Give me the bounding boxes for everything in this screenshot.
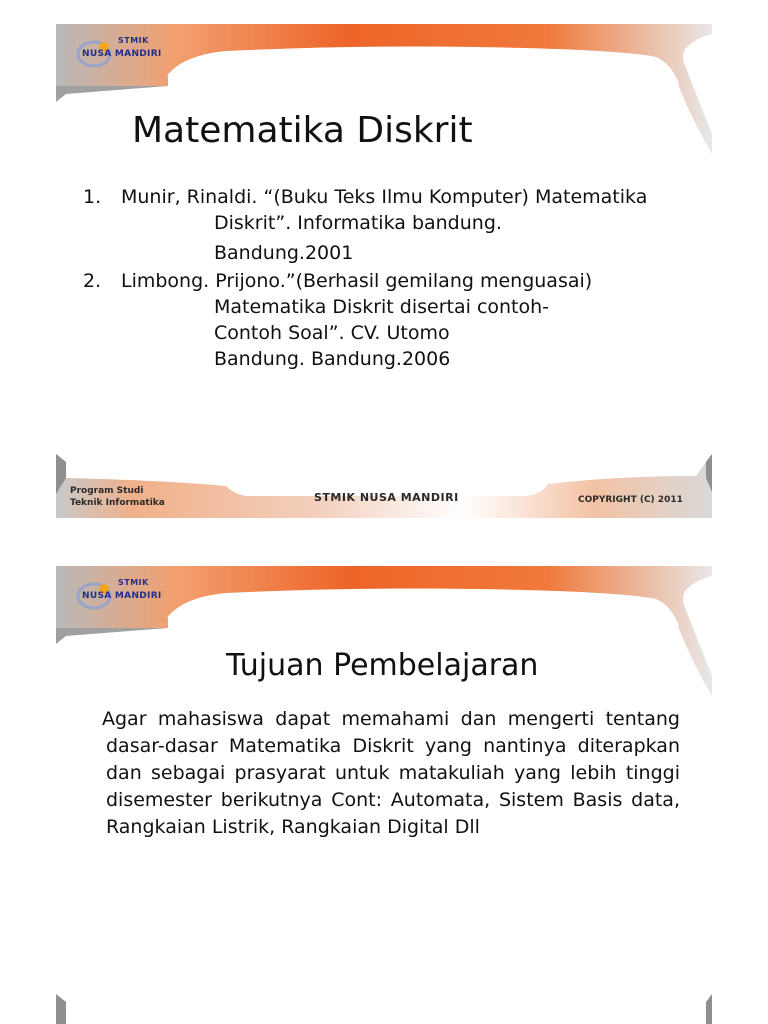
- reference-number: 2.: [83, 270, 102, 292]
- reference-line: Munir, Rinaldi. “(Buku Teks Ilmu Komputer) Matematika: [121, 186, 648, 208]
- reference-item: [83, 184, 703, 268]
- logo-text-top: STMIK: [118, 578, 149, 587]
- slide-2: [56, 566, 712, 1024]
- logo-text-main: NUSA MANDIRI: [82, 591, 162, 601]
- footer-center-title: STMIK NUSA MANDIRI: [314, 491, 459, 504]
- reference-line: Bandung.2001: [214, 242, 354, 264]
- reference-line: Bandung. Bandung.2006: [214, 348, 451, 370]
- reference-line: Diskrit”. Informatika bandung.: [214, 212, 502, 234]
- footer-copyright: COPYRIGHT (C) 2011: [578, 495, 683, 505]
- logo-text-main: NUSA MANDIRI: [82, 49, 162, 59]
- footer-program-line2: Teknik Informatika: [70, 498, 165, 508]
- slide-1: [56, 24, 712, 518]
- slide-1-title: Matematika Diskrit: [132, 110, 473, 151]
- reference-item: [83, 268, 703, 372]
- reference-line: Limbong. Prijono.”(Berhasil gemilang menguasai): [121, 270, 593, 292]
- slide-2-title: Tujuan Pembelajaran: [226, 648, 539, 683]
- logo-text-top: STMIK: [118, 36, 149, 45]
- reference-line: Matematika Diskrit disertai contoh-: [214, 296, 550, 318]
- reference-number: 1.: [83, 186, 102, 208]
- footer-program-line1: Program Studi: [70, 486, 144, 496]
- reference-line: Contoh Soal”. CV. Utomo: [214, 322, 450, 344]
- objective-paragraph: Agar mahasiswa dapat memahami dan mengerti tentang dasar-dasar Matematika Diskrit yang nantinya diterapkan dan sebagai prasyarat untuk matakuliah yang lebih tinggi disemester berikutnya Cont: Automata, Sistem Basis data, Rangkaian Listrik, Rangkaian Digital Dll: [102, 708, 680, 838]
- reference-list: [83, 184, 703, 372]
